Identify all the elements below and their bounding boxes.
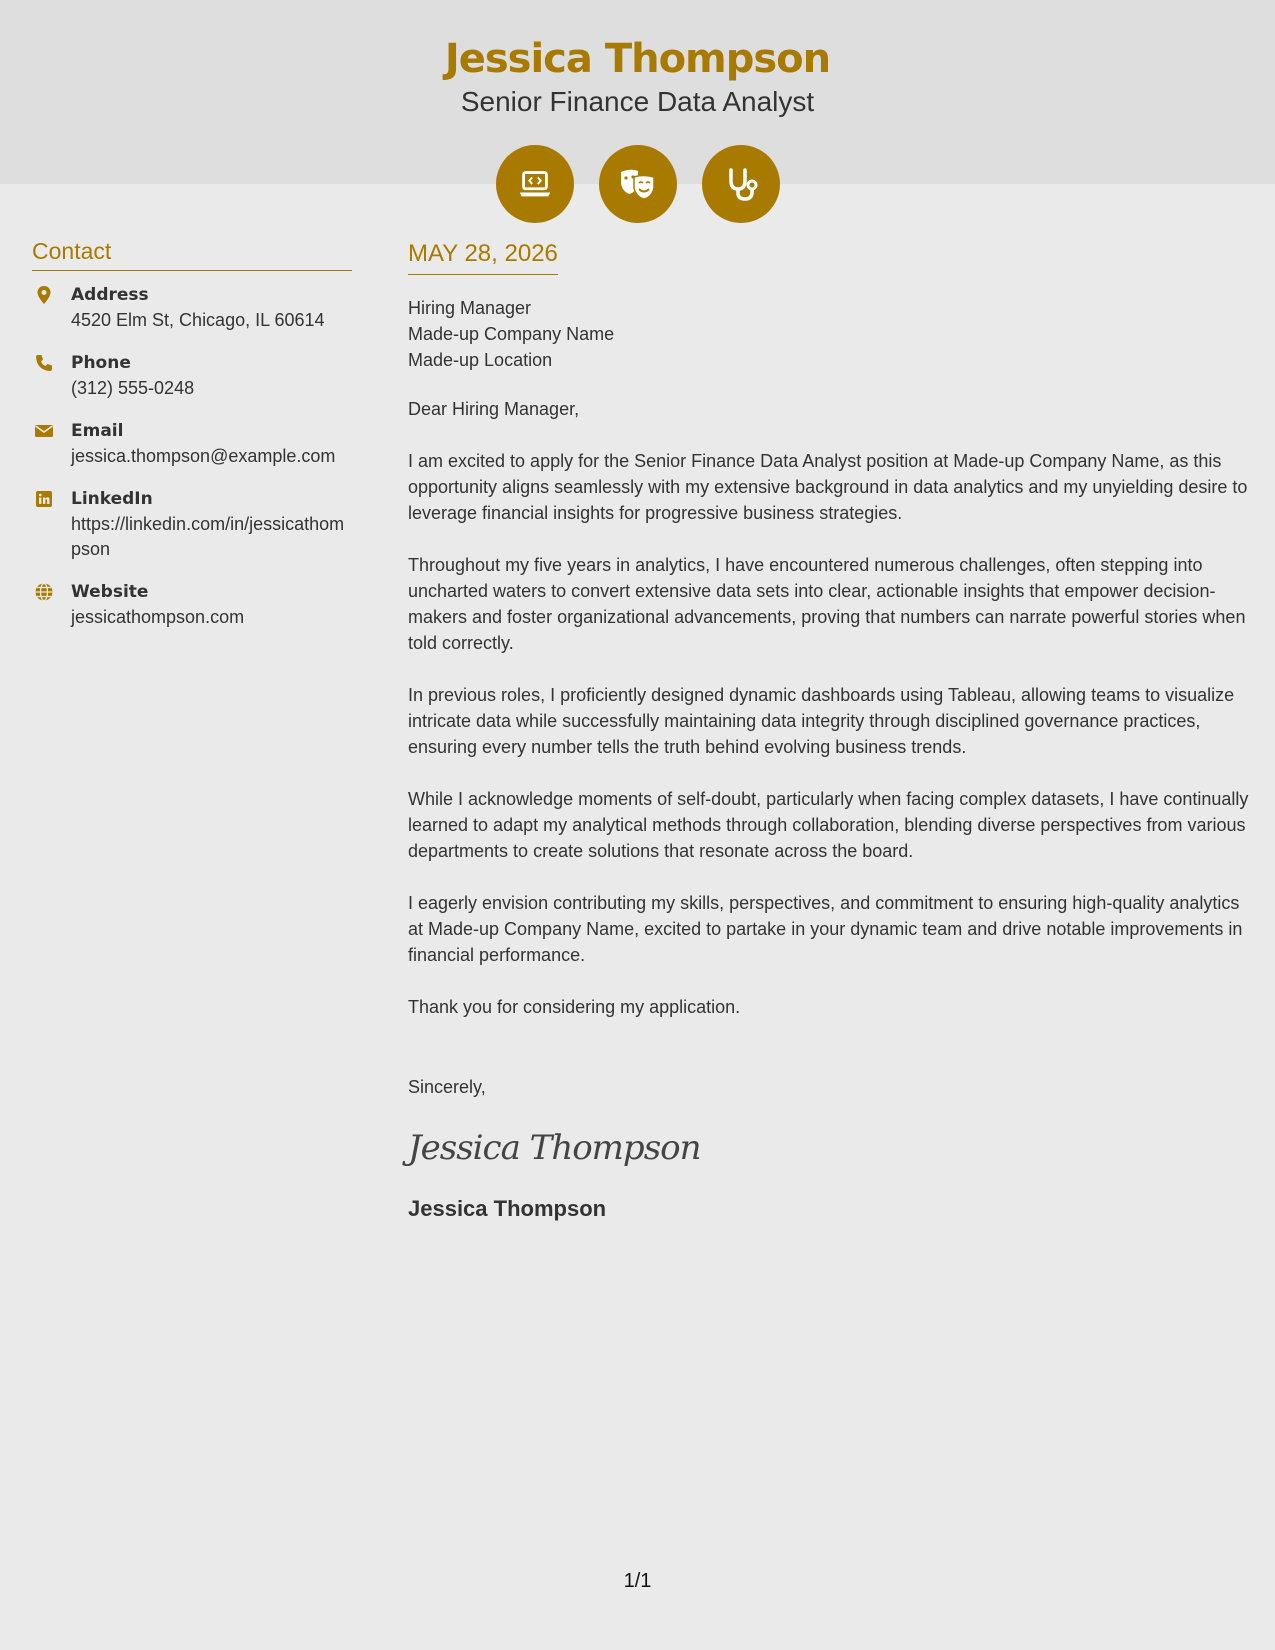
recipient-line: Made-up Company Name	[408, 324, 615, 344]
contact-phone	[32, 351, 352, 401]
contact-label: Email	[71, 421, 124, 441]
stethoscope-icon	[702, 145, 780, 223]
contact-sidebar	[32, 238, 352, 648]
address-value: 4520 Elm St, Chicago, IL 60614	[71, 310, 325, 330]
website-value[interactable]: jessicathompson.com	[71, 607, 245, 627]
salutation: Dear Hiring Manager,	[408, 399, 580, 419]
applicant-name: Jessica Thompson	[444, 36, 831, 82]
globe-icon	[34, 582, 54, 602]
paragraph: Thank you for considering my application.	[408, 997, 741, 1017]
paragraph: I eagerly envision contributing my skills, perspectives, and commitment to ensuring high-quality analytics at Made-up Company Name, excited to partake in your dynamic team and drive notable improvements in financial performance.	[408, 893, 1243, 965]
contact-email	[32, 419, 352, 469]
contact-heading: Contact	[32, 238, 352, 271]
paragraph: While I acknowledge moments of self-doubt, particularly when facing complex datasets, I have continually learned to adapt my analytical methods through collaboration, blending diverse perspectives from various departments to create solutions that resonate across the board.	[408, 789, 1249, 861]
email-value[interactable]: jessica.thompson@example.com	[71, 446, 336, 466]
contact-website	[32, 580, 352, 630]
recipient-line: Made-up Location	[408, 350, 553, 370]
laptop-code-icon	[496, 145, 574, 223]
paragraph: In previous roles, I proficiently designed dynamic dashboards using Tableau, allowing teams to visualize intricate data while successfully maintaining data integrity through disciplined governance practices, ensuring every number tells the truth behind evolving business trends.	[408, 685, 1235, 757]
letter-date: MAY 28, 2026	[408, 240, 558, 275]
contact-address	[32, 283, 352, 333]
contact-label: Phone	[71, 353, 131, 373]
paragraph: Throughout my five years in analytics, I have encountered numerous challenges, often stepping into uncharted waters to convert extensive data sets into clear, actionable insights that empower decision-makers and foster organizational advancements, proving that numbers can narrate powerful stories when told correctly.	[408, 555, 1246, 653]
paragraph: I am excited to apply for the Senior Finance Data Analyst position at Made-up Company Name, as this opportunity aligns seamlessly with my extensive background in data analytics and my unyielding desire to leverage financial insights for progressive business strategies.	[408, 451, 1248, 523]
job-title: Senior Finance Data Analyst	[460, 86, 815, 117]
recipient-block	[408, 295, 1253, 373]
page-number: 1/1	[623, 1570, 652, 1592]
envelope-icon	[34, 421, 54, 441]
contact-label: Address	[71, 285, 149, 305]
location-pin-icon	[34, 285, 54, 305]
recipient-line: Hiring Manager	[408, 298, 532, 318]
letter-paragraphs	[408, 448, 1253, 1020]
linkedin-icon	[34, 489, 54, 509]
handwritten-signature: Jessica Thompson	[408, 1128, 701, 1168]
letter-body	[408, 240, 1253, 1222]
phone-icon	[34, 353, 54, 373]
contact-label: LinkedIn	[71, 489, 153, 509]
closing: Sincerely,	[408, 1077, 486, 1097]
signer-name: Jessica Thompson	[408, 1196, 607, 1221]
contact-linkedin	[32, 487, 352, 562]
linkedin-value[interactable]: https://linkedin.com/in/jessicathompson	[71, 514, 345, 559]
contact-label: Website	[71, 582, 149, 602]
masks-theater-icon	[599, 145, 677, 223]
phone-value[interactable]: (312) 555-0248	[71, 378, 195, 398]
interest-icons	[0, 145, 1275, 223]
